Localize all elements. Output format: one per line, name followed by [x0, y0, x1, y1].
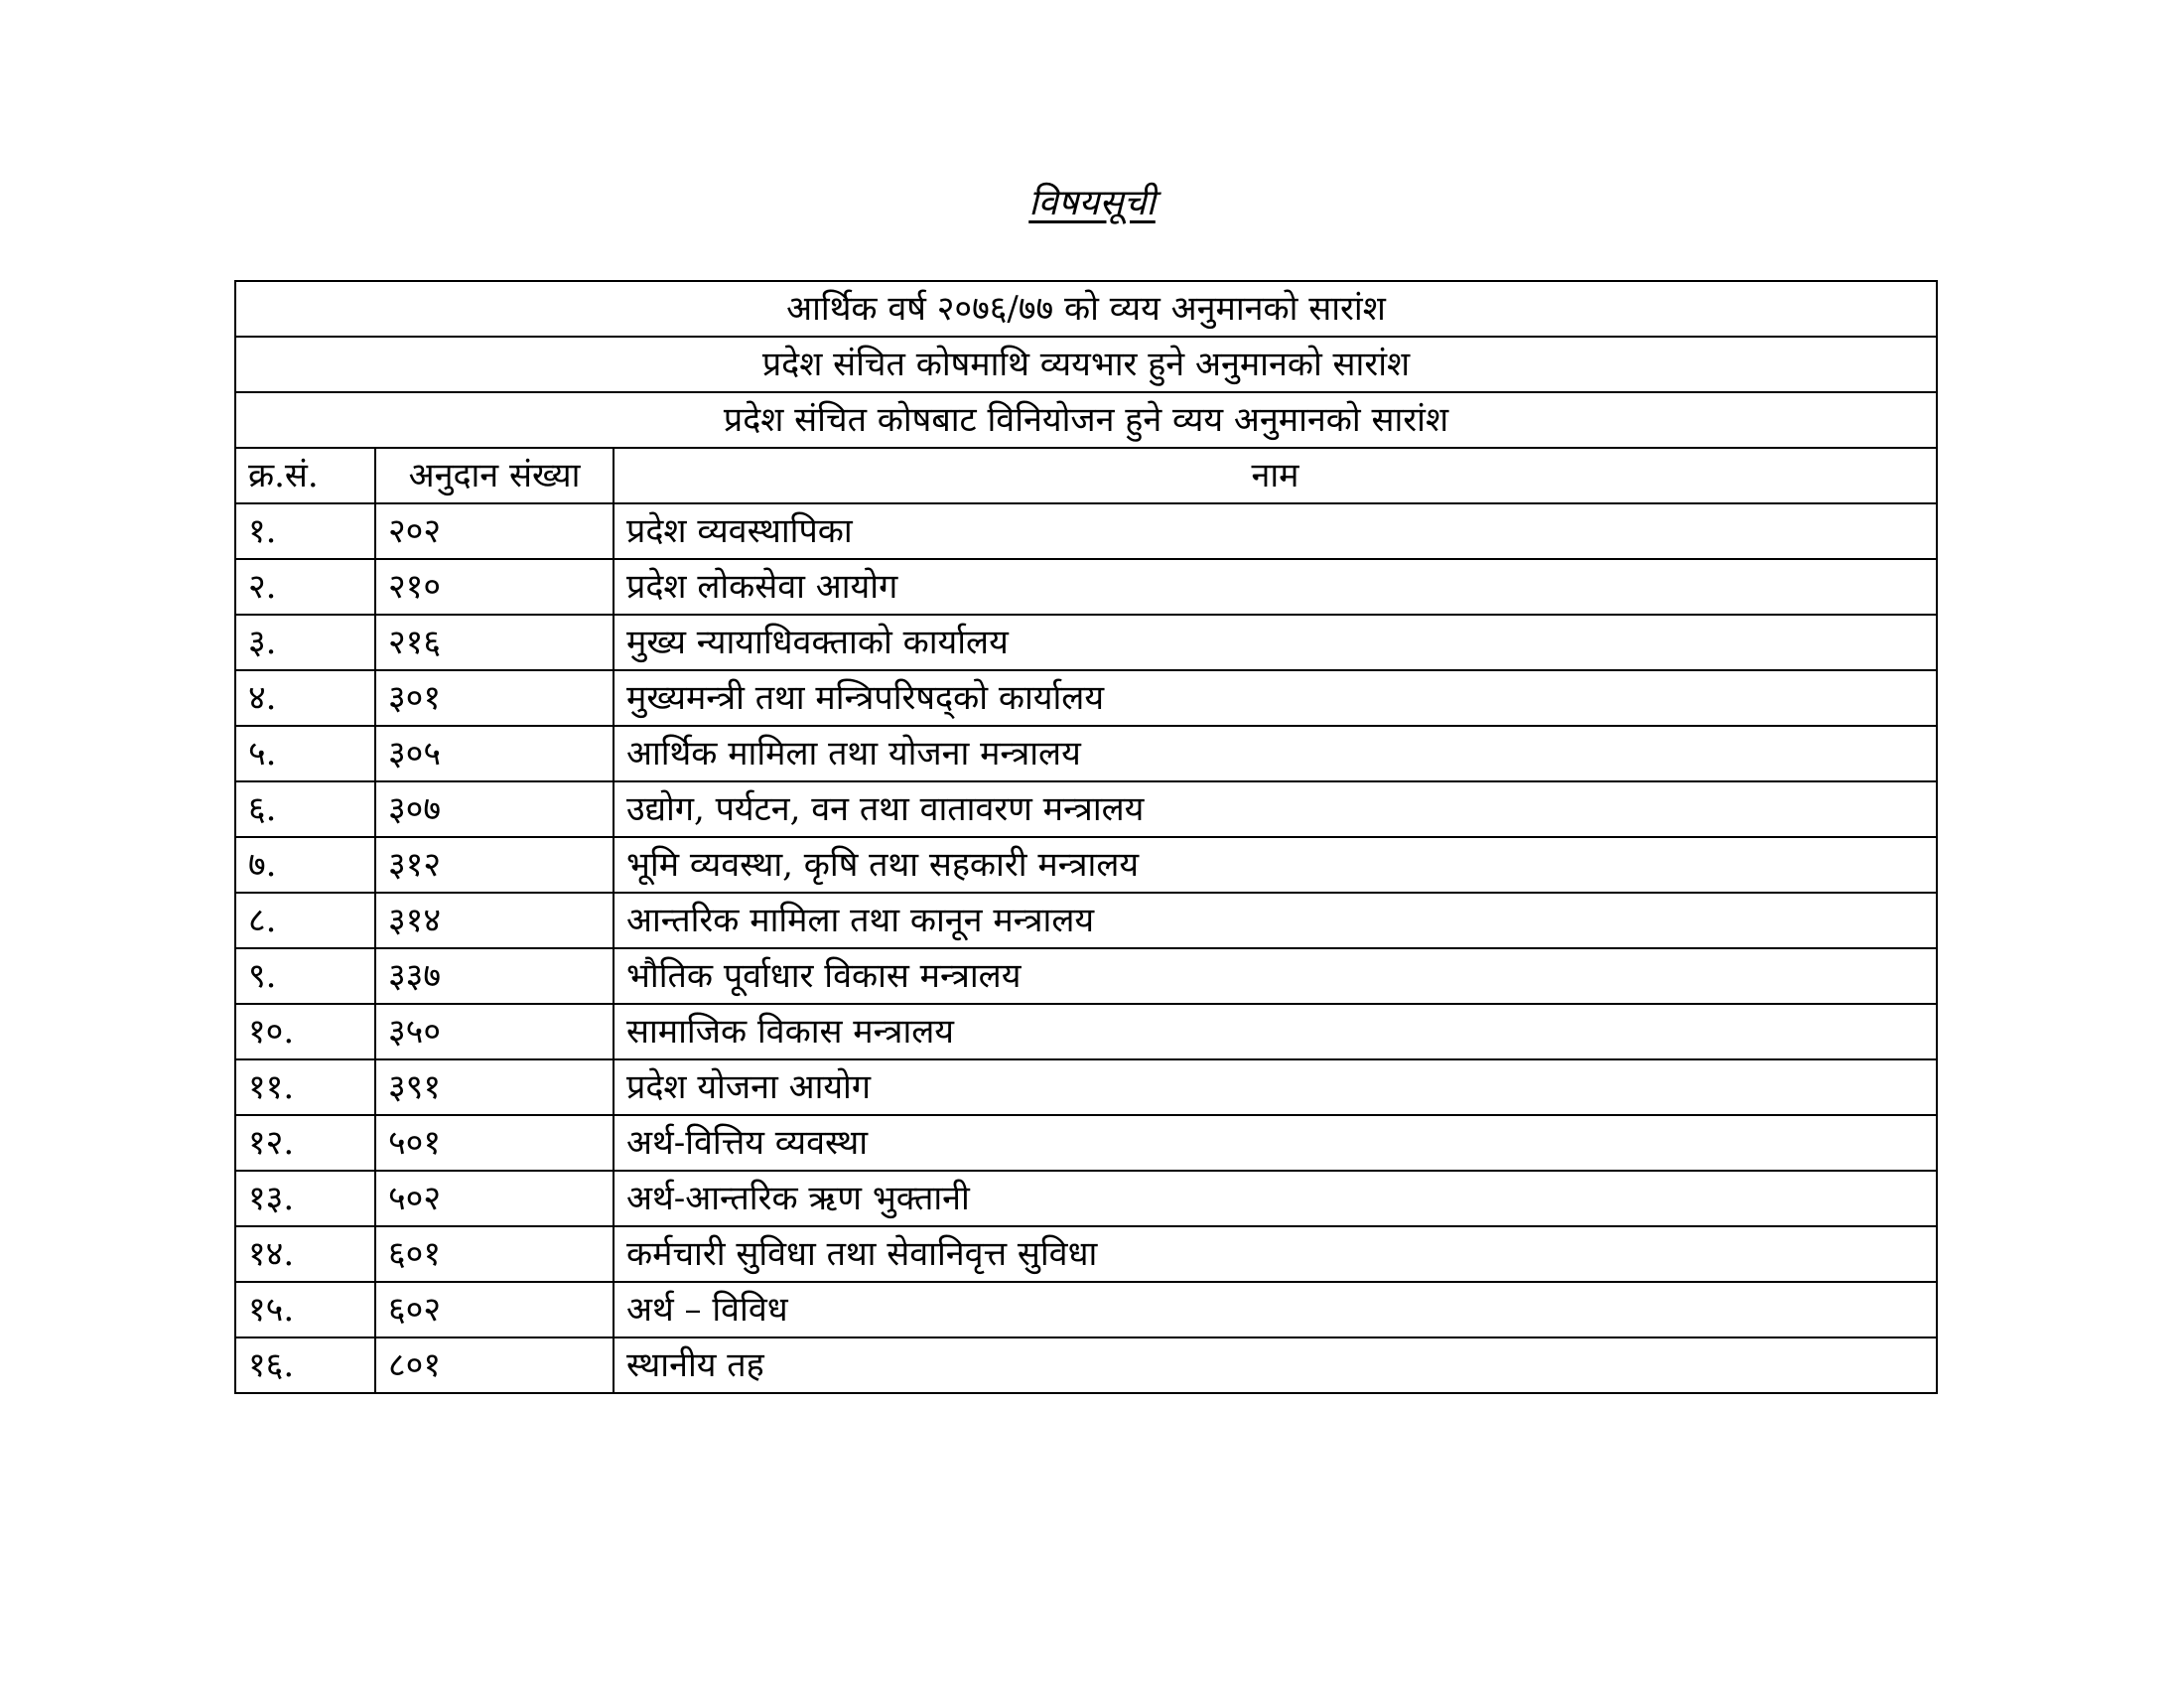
header-row: [235, 448, 1937, 503]
header-serial: क्र.सं.: [235, 448, 375, 503]
table-row: [235, 726, 1937, 781]
table-row: [235, 1282, 1937, 1337]
table-row: [235, 615, 1937, 670]
name-cell: अर्थ-आन्तरिक ऋण भुक्तानी: [614, 1171, 1937, 1226]
serial-cell: ७.: [235, 837, 375, 893]
name-cell: स्थानीय तह: [614, 1337, 1937, 1393]
grant-number-cell: ६०१: [375, 1226, 614, 1282]
grant-number-cell: ६०२: [375, 1282, 614, 1337]
table-row: [235, 893, 1937, 948]
serial-cell: १२.: [235, 1115, 375, 1171]
serial-cell: १३.: [235, 1171, 375, 1226]
table-row: [235, 1004, 1937, 1059]
table-row: [235, 1226, 1937, 1282]
name-cell: प्रदेश व्यवस्थापिका: [614, 503, 1937, 559]
serial-cell: ८.: [235, 893, 375, 948]
summary-row: [235, 281, 1937, 337]
grant-number-cell: २१६: [375, 615, 614, 670]
serial-cell: ९.: [235, 948, 375, 1004]
serial-cell: २.: [235, 559, 375, 615]
table-row: [235, 837, 1937, 893]
serial-cell: १०.: [235, 1004, 375, 1059]
table-body: [235, 503, 1937, 1393]
serial-cell: ३.: [235, 615, 375, 670]
grant-number-cell: ३९१: [375, 1059, 614, 1115]
grant-number-cell: ३०७: [375, 781, 614, 837]
page-title: विषयसूची: [1028, 183, 1156, 223]
serial-cell: १६.: [235, 1337, 375, 1393]
name-cell: प्रदेश योजना आयोग: [614, 1059, 1937, 1115]
grant-number-cell: ३३७: [375, 948, 614, 1004]
name-cell: सामाजिक विकास मन्त्रालय: [614, 1004, 1937, 1059]
header-name: नाम: [614, 448, 1937, 503]
summary-annual-expenditure: आर्थिक वर्ष २०७६/७७ को व्यय अनुमानको सारांश: [235, 281, 1937, 337]
name-cell: कर्मचारी सुविधा तथा सेवानिवृत्त सुविधा: [614, 1226, 1937, 1282]
name-cell: भूमि व्यवस्था, कृषि तथा सहकारी मन्त्रालय: [614, 837, 1937, 893]
grant-number-cell: २०२: [375, 503, 614, 559]
header-grant-number: अनुदान संख्या: [375, 448, 614, 503]
grant-number-cell: २१०: [375, 559, 614, 615]
name-cell: अर्थ-वित्तिय व्यवस्था: [614, 1115, 1937, 1171]
table-row: [235, 781, 1937, 837]
serial-cell: ११.: [235, 1059, 375, 1115]
summary-row: [235, 392, 1937, 448]
name-cell: भौतिक पूर्वाधार विकास मन्त्रालय: [614, 948, 1937, 1004]
grant-number-cell: ३०१: [375, 670, 614, 726]
grant-number-cell: ८०१: [375, 1337, 614, 1393]
serial-cell: १५.: [235, 1282, 375, 1337]
table-row: [235, 1115, 1937, 1171]
grant-number-cell: ३०५: [375, 726, 614, 781]
name-cell: उद्योग, पर्यटन, वन तथा वातावरण मन्त्रालय: [614, 781, 1937, 837]
grant-number-cell: ३५०: [375, 1004, 614, 1059]
table-row: [235, 948, 1937, 1004]
grant-number-cell: ३१२: [375, 837, 614, 893]
serial-cell: ५.: [235, 726, 375, 781]
name-cell: मुख्यमन्त्री तथा मन्त्रिपरिषद्को कार्यालय: [614, 670, 1937, 726]
name-cell: प्रदेश लोकसेवा आयोग: [614, 559, 1937, 615]
name-cell: आन्तरिक मामिला तथा कानून मन्त्रालय: [614, 893, 1937, 948]
table-row: [235, 1059, 1937, 1115]
table-row: [235, 559, 1937, 615]
serial-cell: १४.: [235, 1226, 375, 1282]
grant-number-cell: ५०१: [375, 1115, 614, 1171]
summary-charged-expenditure: प्रदेश संचित कोषमाथि व्ययभार हुने अनुमानको सारांश: [235, 337, 1937, 392]
summary-appropriated-expenditure: प्रदेश संचित कोषबाट विनियोजन हुने व्यय अनुमानको सारांश: [235, 392, 1937, 448]
summary-row: [235, 337, 1937, 392]
table-row: [235, 1171, 1937, 1226]
table-row: [235, 503, 1937, 559]
serial-cell: ४.: [235, 670, 375, 726]
grant-number-cell: ५०२: [375, 1171, 614, 1226]
name-cell: अर्थ – विविध: [614, 1282, 1937, 1337]
name-cell: आर्थिक मामिला तथा योजना मन्त्रालय: [614, 726, 1937, 781]
table-row: [235, 1337, 1937, 1393]
contents-table: [234, 280, 1938, 1394]
table-row: [235, 670, 1937, 726]
serial-cell: १.: [235, 503, 375, 559]
serial-cell: ६.: [235, 781, 375, 837]
grant-number-cell: ३१४: [375, 893, 614, 948]
name-cell: मुख्य न्यायाधिवक्ताको कार्यालय: [614, 615, 1937, 670]
